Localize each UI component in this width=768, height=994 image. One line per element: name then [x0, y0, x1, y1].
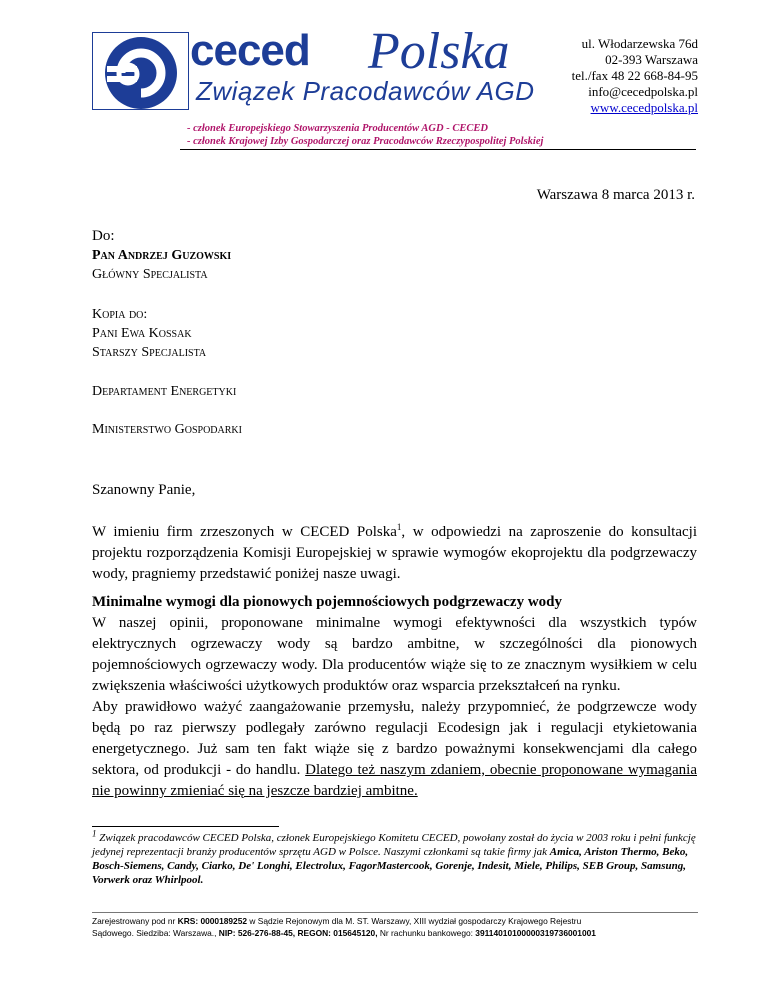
department: Departament Energetyki	[92, 384, 237, 399]
membership-notes	[187, 122, 543, 148]
footnote-divider	[92, 826, 279, 827]
letter-date: Warszawa 8 marca 2013 r.	[536, 187, 695, 203]
address-email: info@cecedpolska.pl	[588, 84, 698, 99]
logo-wordmark: ceced	[190, 26, 310, 75]
footnote-members: Amica, Ariston Thermo, Beko, Bosch-Siemens, Candy, Ciarko, De' Longhi, Electrolux, FagorMastercook, Gorenje, Indesit, Miele, Philips, SEB Group, Samsung, Vorwerk oraz Whirlpool.	[92, 846, 689, 886]
recipient-title: Główny Specjalista	[92, 267, 208, 282]
cc-name: Pani Ewa Kossak	[92, 326, 192, 341]
address-street: ul. Włodarzewska 76d	[581, 36, 698, 51]
to-label: Do:	[92, 228, 115, 244]
intro-paragraph	[92, 522, 697, 585]
footer-account: 39114010100000319736001001	[475, 928, 596, 938]
footer-text-1: Zarejestrowany pod nr	[92, 916, 178, 926]
para2-underlined-text: Dlatego też naszym zdaniem, obecnie proponowane wymagania nie powinny zmieniać się na jeszcze bardziej ambitne.	[92, 762, 697, 799]
website-link[interactable]: www.cecedpolska.pl	[590, 100, 698, 115]
intro-text-a: W imieniu firm zrzeszonych w CECED Polska	[92, 524, 397, 540]
address-postal: 02-393 Warszawa	[605, 52, 698, 67]
footnote-ref: 1	[396, 522, 402, 532]
footnote-number: 1	[92, 828, 97, 839]
intro-text-b: , w odpowiedzi na zaproszenie do konsultacji projektu rozporządzenia Komisji Europejskiej w sprawie wymogów ekoprojektu dla podgrzewaczy wody, pragniemy przedstawić poniżej nasze uwagi.	[92, 524, 697, 582]
company-address	[572, 36, 698, 116]
footer-text-3: Sądowego. Siedziba: Warszawa.,	[92, 928, 219, 938]
membership-ceced: - członek Europejskiego Stowarzyszenia Producentów AGD - CECED	[187, 123, 488, 134]
para2-text: Aby prawidłowo ważyć zaangażowanie przemysłu, należy przypomnieć, że podgrzewcze wody będą po raz pierwszy podlegały zarówno regulacji Ecodesign jak i regulacji etykietowania energetycznego. Już sam ten fakt wiąże się z bardzo poważnymi konsekwencjami dla całego sektora, od produkcji - do handlu.	[92, 699, 697, 778]
cc-title: Starszy Specjalista	[92, 345, 207, 360]
salutation: Szanowny Panie,	[92, 482, 196, 498]
recipient-name: Pan Andrzej Guzowski	[92, 248, 232, 263]
body-paragraph-1: W naszej opinii, proponowane minimalne wymogi efektywności dla wszystkich typów elektrycznych ogrzewaczy wody są bardzo ambitne, w szczególności dla pionowych pojemnościowych ogrzewaczy wody. Dla producentów wiąże się to ze znacznym wysiłkiem w celu zwiększenia właściwości użytkowych produktów oraz wsparcia przekształceń na rynku.	[92, 615, 697, 694]
cc-label: Kopia do:	[92, 307, 148, 322]
address-phone: tel./fax 48 22 668-84-95	[571, 68, 698, 83]
footer-text-4: Nr rachunku bankowego:	[377, 928, 476, 938]
logo-country: Polska	[368, 23, 510, 80]
ministry: Ministerstwo Gospodarki	[92, 422, 242, 437]
footer-text-2: w Sądzie Rejonowym dla M. ST. Warszawy, XIII wydział gospodarczy Krajowego Rejestru	[247, 916, 582, 926]
section-heading: Minimalne wymogi dla pionowych pojemnościowych podgrzewaczy wody	[92, 594, 562, 610]
registration-footer	[92, 915, 712, 939]
body-paragraph-2	[92, 697, 697, 802]
membership-kig: - członek Krajowej Izby Gospodarczej oraz Pracodawców Rzeczypospolitej Polskiej	[187, 136, 544, 147]
footer-divider	[92, 912, 698, 913]
company-logo	[92, 23, 562, 114]
header-divider	[180, 149, 696, 150]
footnote-text: Związek pracodawców CECED Polska, członek Europejskiego Komitetu CECED, powołany został do życia w 2003 roku i pełni funkcję jedynej reprezentacji branży producentów sprzętu AGD w Polsce. Naszymi członkami są takie firmy jak	[92, 832, 696, 858]
footer-nip-regon: NIP: 526-276-88-45, REGON: 015645120,	[218, 928, 378, 938]
logo-circle-icon	[93, 33, 190, 111]
logo-emblem	[92, 32, 189, 110]
footnote	[92, 828, 698, 887]
footer-krs: KRS: 0000189252	[177, 916, 248, 926]
logo-tagline: Związek Pracodawców AGD	[196, 76, 535, 106]
